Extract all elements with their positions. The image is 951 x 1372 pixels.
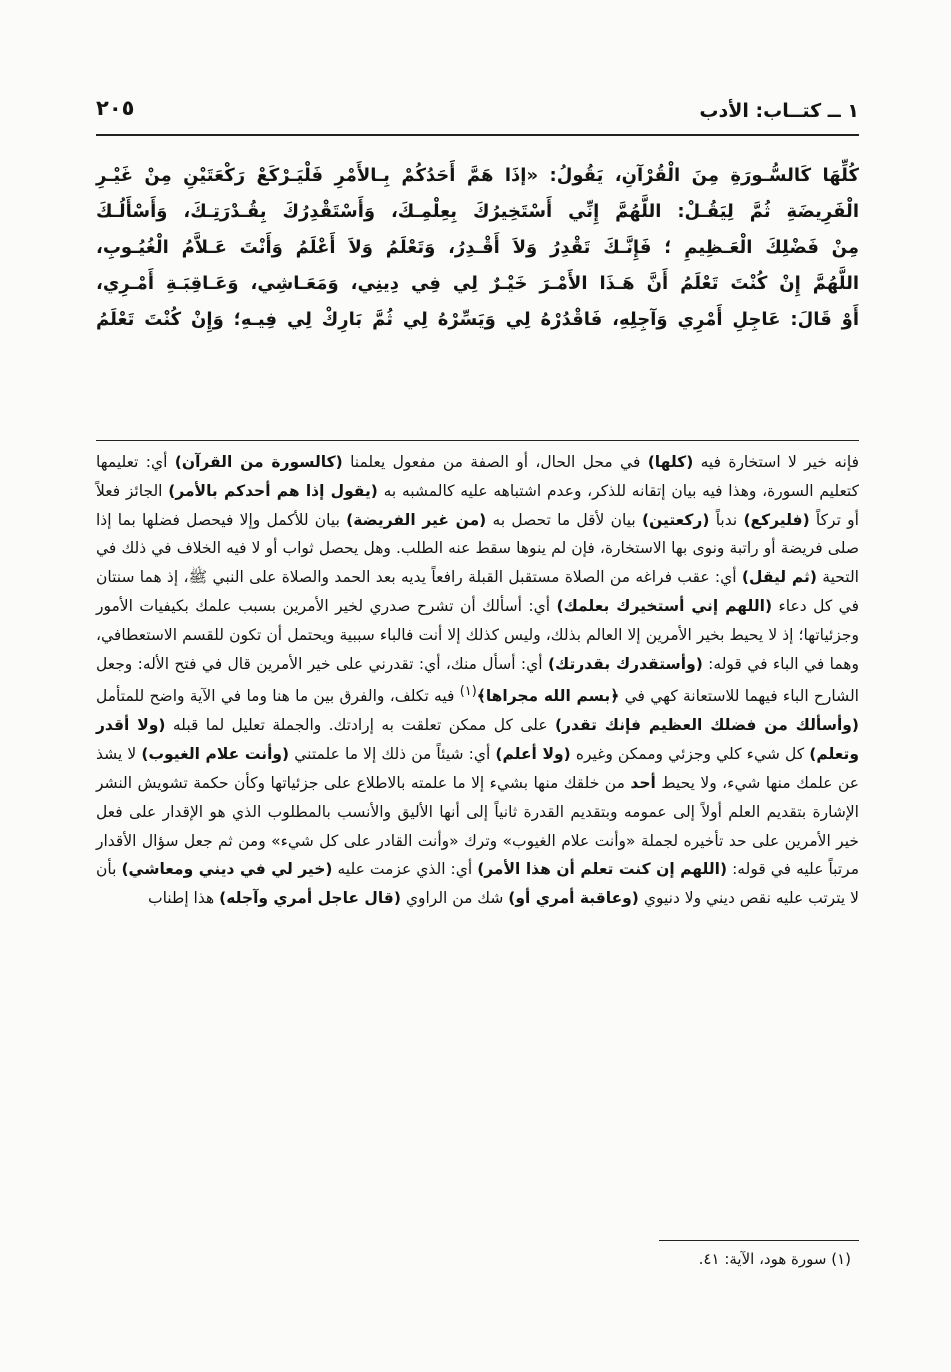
- commentary-fragment: فيه تكلف، والفرق بين ما هنا وما في الآية واضح للمتأمل: [96, 687, 455, 706]
- commentary-fragment: لا يشذ عن علمك منها شيء، ولا يحيط: [96, 745, 859, 792]
- commentary-fragment: على كل ممكن تعلقت به إرادتك. والجملة تعليل لما قبله: [172, 716, 548, 735]
- commentary-fragment: أي: تعليمها كتعليم السورة، وهذا فيه بيان إتقانه للذكر، وعدم اشتباهه عليه كالمشبه به: [96, 453, 859, 500]
- hadith-line: الْفَرِيضَةِ ثُمَّ لِيَقُـلْ: اللَّهُمَّ إِنِّي أَسْتَخِيرُكَ بِعِلْمِـكَ، وَأَسْتَقْدِرُكَ بِقُـدْرَتِـكَ، وَأَسْأَلُـكَ: [96, 201, 859, 222]
- quoted-term: أحد: [630, 773, 656, 792]
- hadith-text: [96, 158, 859, 338]
- commentary-fragment: الجائز فعلاً أو تركاً: [96, 481, 859, 529]
- quoted-term: (يقول إذا هم أحدكم بالأمر): [168, 481, 378, 500]
- commentary-fragment: كل شيء كلي وجزئي وممكن وغيره: [575, 745, 805, 764]
- quoted-term: (كالسورة من القرآن): [174, 453, 343, 471]
- footnote: (١) سورة هود، الآية: ٤١.: [698, 1250, 851, 1268]
- quoted-term: (ولا أعلم): [495, 745, 571, 764]
- commentary-fragment: أي: أسأل منك، أي: تقدرني على خير الأمرين قال في فتح الأله: وجعل الشارح الباء فيهما للاستعانة كهي في: [96, 654, 859, 706]
- commentary-fragment: بيان لأقل ما تحصل به: [492, 510, 636, 529]
- footnote-divider: [659, 1240, 859, 1241]
- commentary-fragment: أي: شيئاً من ذلك إلا ما علمتني: [294, 745, 491, 764]
- hadith-line: كُلِّهَا كَالسُّـورَةِ مِنَ الْقُرْآنِ، يَقُولُ: «إذَا هَمَّ أَحَدُكُمْ بِـالأَمْرِ فَلْيَـرْكَعْ رَكْعَتَيْنِ مِنْ غَيْـرِ: [96, 165, 859, 186]
- commentary-fragment: في محل الحال، أو الصفة من مفعول يعلمنا: [350, 453, 641, 471]
- quoted-term: (ولا أقدر وتعلم): [96, 716, 860, 764]
- commentary-fragment: بأن لا يترتب عليه نقص ديني ولا دنيوي: [96, 860, 859, 908]
- commentary-fragment: بيان للأكمل وإلا فيحصل فضلها بما إذا صلى فريضة أو راتبة ونوى بها الاستخارة، فإن لم ينوها سقط عنه الطلب. وهل يحصل ثواب أو لا فيه الخلاف في ذلك في التحية: [96, 510, 859, 587]
- commentary-fragment: هذا إطناب: [147, 889, 215, 908]
- quoted-term: (وأنت علام الغيوب): [141, 745, 290, 764]
- quoted-term: (ركعتين): [641, 510, 710, 529]
- quoted-term: (كلها): [647, 453, 694, 471]
- footnote-ref: (١): [459, 684, 477, 700]
- commentary-fragment: فإنه خير لا استخارة فيه: [700, 453, 859, 471]
- commentary-fragment: أي: أسألك أن تشرح صدري لخير الأمرين بسبب علمك بكيفيات الأمور وجزئياتها؛ إذ لا يحيط بخير الأمرين إلا العالم بذلك، وليس كذلك إلا أنت فالباء سببية ويحتمل أن تكون للقسم الاستعطافي، وهما في الباء في قوله:: [96, 596, 859, 673]
- quoted-term: (وأسألك من فضلك العظيم فإنك تقدر): [554, 716, 859, 735]
- hadith-line: اللَّهُمَّ إِنْ كُنْتَ تَعْلَمُ أَنَّ هَـذَا الأَمْـرَ خَيْـرٌ لِي فِي دِينِي، وَمَعَـاشِي، وَعَـاقِبَـةِ أَمْـرِي،: [96, 273, 859, 294]
- page-number: ٢٠٥: [96, 96, 135, 120]
- commentary-fragment: شك من الراوي: [405, 889, 504, 908]
- page-header: [96, 96, 859, 136]
- quoted-term: (اللهم إني أستخيرك بعلمك): [556, 596, 773, 615]
- quoted-term: (ثم ليقل): [741, 568, 817, 587]
- quoted-term: (اللهم إن كنت تعلم أن هذا الأمر): [477, 860, 728, 879]
- hadith-line: مِنْ فَضْلِكَ الْعَـظِيمِ ؛ فَإِنَّـكَ تَقْدِرُ وَلاَ أَقْـدِرُ، وَتَعْلَمُ وَلاَ أَعْلَمُ وَأَنْتَ عَـلاَّمُ الْغُيُـوبِ،: [96, 237, 859, 258]
- quoted-term: (وأستقدرك بقدرتك): [547, 654, 703, 673]
- quoted-verse: ﴿بسم الله مجراها﴾: [476, 687, 620, 706]
- quoted-term: (وعاقبة أمري أو): [508, 889, 639, 908]
- commentary-fragment: من خلقك منها بشيء إلا ما علمته بالاطلاع على جزئياتها وكأن حكمة تشويش النشر الإشارة بتقديم العلم أولاً إلى عمومه وبتقديم القدرة ثانياً إلى أنها الأليق والأنسب بالمطلوب الذي هو الإقدار على فعل خير الأمرين على حد تأخيره لجملة «وأنت علام الغيوب» وترك «وأنت القادر على كل شيء» ومن ثم جعل سؤال الأقدار مرتباً عليه في قوله:: [96, 773, 860, 879]
- quoted-term: (من غير الفريضة): [346, 510, 487, 529]
- commentary-fragment: أي: عقب فراغه من الصلاة مستقبل القبلة رافعاً يديه بعد الحمد والصلاة على النبي ﷺ، إذ هما سنتان في كل دعاء: [96, 568, 859, 615]
- hadith-line: أَوْ قَالَ: عَاجِلِ أَمْرِي وَآجِلِهِ، فَاقْدُرْهُ لِي وَيَسِّرْهُ لِي ثُمَّ بَارِكْ لِي فِيـهِ؛ وَإِنْ كُنْتَ تَعْلَمُ: [96, 309, 859, 330]
- commentary-text: [96, 448, 859, 913]
- chapter-title: ١ ــ كتــاب: الأدب: [699, 100, 859, 122]
- commentary-fragment: أي: الذي عزمت عليه: [337, 860, 473, 879]
- quoted-term: (خير لي في ديني ومعاشي): [121, 860, 333, 879]
- quoted-term: (فليركع): [743, 510, 810, 529]
- commentary-fragment: ندباً: [715, 510, 738, 529]
- quoted-term: (قال عاجل أمري وآجله): [219, 889, 401, 908]
- text-divider: [96, 440, 859, 441]
